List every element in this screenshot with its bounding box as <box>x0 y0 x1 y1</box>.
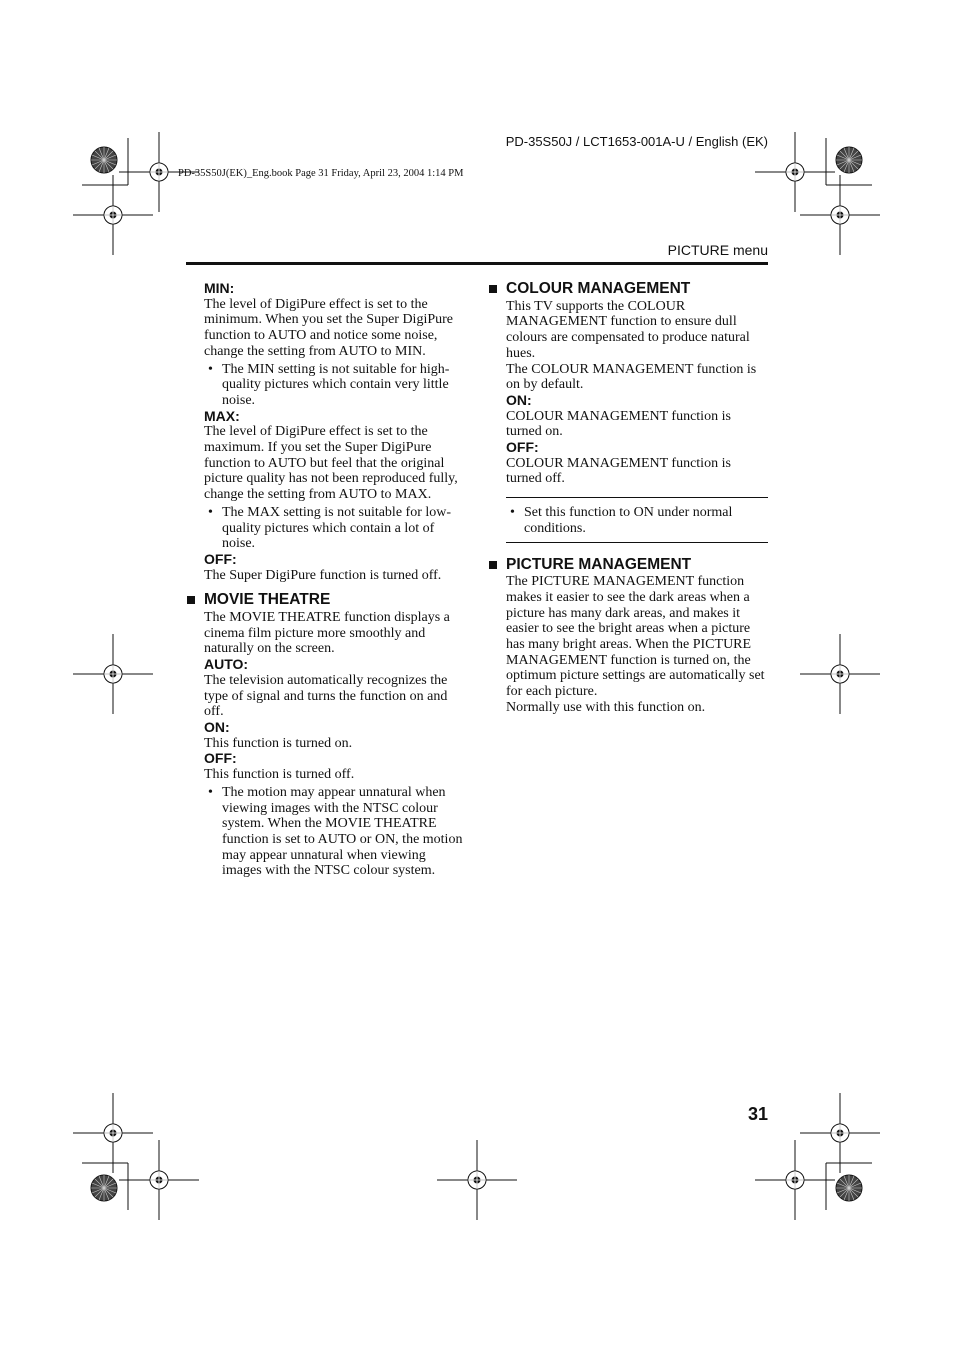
star-target-icon <box>91 1175 117 1201</box>
picture-text-1: The PICTURE MANAGEMENT function makes it easier to see the dark areas when a picture has many dark areas, and makes it easier to see the bright areas when a picture has many bright areas. When the PICTURE MANAGEMENT function is turned on, the optimum picture settings are automatically set for each picture. <box>506 574 765 700</box>
crosshair-icon <box>800 1093 880 1173</box>
max-note: • The MAX setting is not suitable for low-quality pictures which contain a lot of noise. <box>222 505 466 552</box>
min-note: • The MIN setting is not suitable for high-quality pictures which contain very little noise. <box>222 362 466 409</box>
page-number: 31 <box>747 1104 768 1124</box>
movie-note: • The motion may appear unnatural when viewing images with the NTSC colour system. When the MOVIE THEATRE function is set to AUTO or ON, the motion may appear unnatural when viewing images with the NTSC colour system. <box>222 785 466 879</box>
off-text-2: This function is turned off. <box>204 767 355 783</box>
min-text: The level of DigiPure effect is set to the minimum. When you set the Super DigiPure function to AUTO and notice some noise, change the setting from AUTO to MIN. <box>204 296 453 359</box>
crosshair-icon <box>437 1140 517 1220</box>
colour-text-2: The COLOUR MANAGEMENT function is on by default. <box>506 361 757 393</box>
document-code: PD-35S50J / LCT1653-001A-U / English (EK) <box>505 134 768 149</box>
crosshair-icon <box>119 1140 199 1220</box>
on-label: ON: <box>204 718 230 735</box>
picture-text-2: Normally use with this function on. <box>506 699 706 715</box>
crosshair-icon <box>755 132 835 212</box>
star-target-icon <box>836 1175 862 1201</box>
crosshair-icon <box>73 1093 153 1173</box>
auto-text: The television automatically recognizes the type of signal and turns the function on and off. <box>204 672 448 720</box>
crosshair-icon <box>800 634 880 714</box>
star-target-icon <box>91 147 117 173</box>
crosshair-icon <box>73 634 153 714</box>
colour-on-label: ON: <box>506 391 532 408</box>
colour-off-label: OFF: <box>506 439 539 456</box>
section-title: PICTURE menu <box>667 242 768 258</box>
min-label: MIN: <box>204 280 235 296</box>
crosshair-icon <box>119 132 199 212</box>
off-text: The Super DigiPure function is turned off. <box>204 567 442 583</box>
colour-text-1: This TV supports the COLOUR MANAGEMENT function to ensure dull colours are compensated to produce natural hues. <box>506 298 750 361</box>
auto-label: AUTO: <box>204 656 249 673</box>
colour-management-heading-text: COLOUR MANAGEMENT <box>506 280 691 297</box>
colour-off-text: COLOUR MANAGEMENT function is turned off. <box>506 455 731 487</box>
colour-on-text: COLOUR MANAGEMENT function is turned on. <box>506 408 731 440</box>
colour-note: • Set this function to ON under normal conditions. <box>524 505 768 536</box>
star-target-icon <box>836 147 862 173</box>
movie-theatre-heading-text: MOVIE THEATRE <box>204 591 331 609</box>
on-text: This function is turned on. <box>204 735 353 751</box>
picture-management-heading-text: PICTURE MANAGEMENT <box>506 555 692 573</box>
crosshair-icon <box>800 175 880 255</box>
movie-theatre-text: The MOVIE THEATRE function displays a cinema film picture more smoothly and naturally on the screen. <box>204 610 450 657</box>
book-slug: PD-35S50J(EK)_Eng.book Page 31 Friday, April 23, 2004 1:14 PM <box>178 168 464 179</box>
crosshair-icon <box>73 175 153 255</box>
max-text: The level of DigiPure effect is set to the maximum. If you set the Super DigiPure function to AUTO but feel that the original picture quality has not been reproduced fully, change the setting from AUTO to MAX. <box>204 424 458 503</box>
off-label: OFF: <box>204 550 237 567</box>
off-label-2: OFF: <box>204 750 237 767</box>
crosshair-icon <box>755 1140 835 1220</box>
max-label: MAX: <box>204 407 240 424</box>
